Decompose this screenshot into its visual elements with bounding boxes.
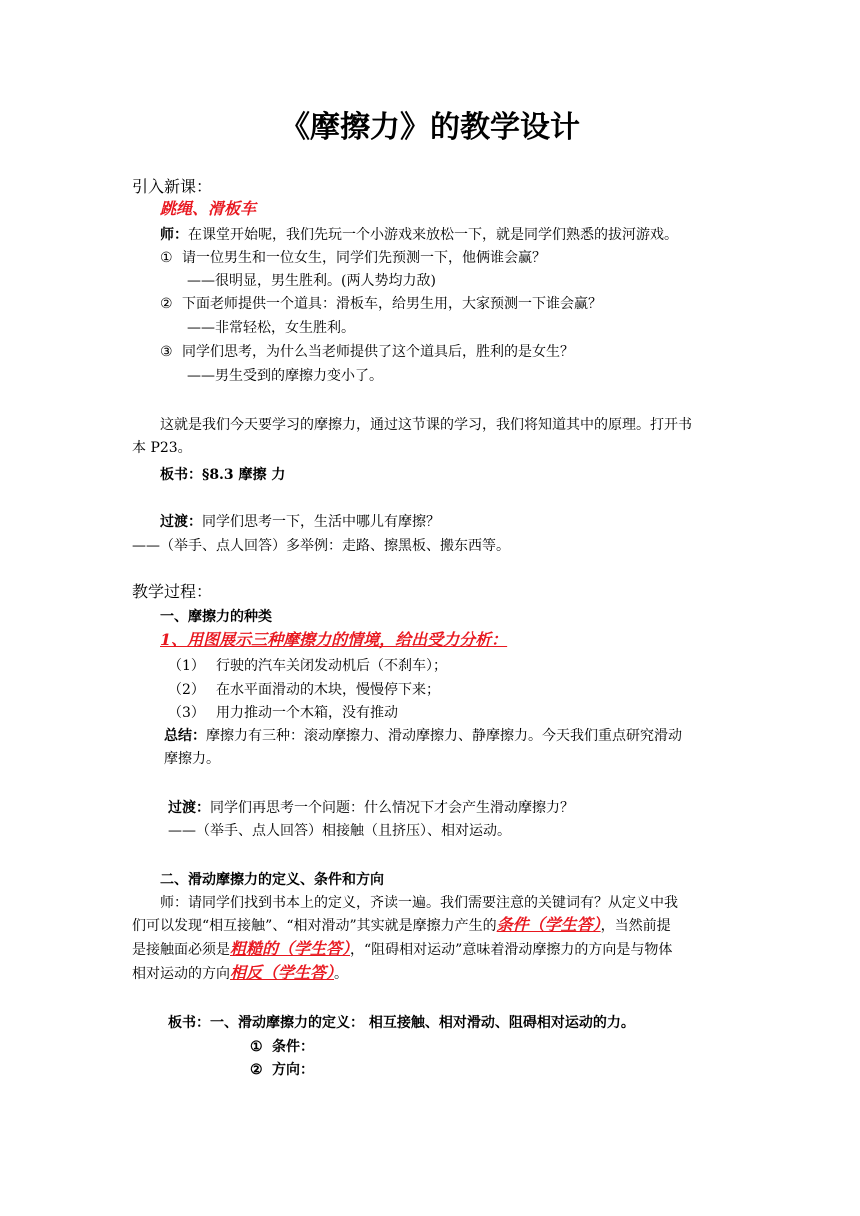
item-question: 请一位男生和一位女生，同学们先预测一下，他俩谁会赢？ xyxy=(182,250,546,266)
text-segment: 相对运动的方向 xyxy=(132,966,230,982)
item-number: ② xyxy=(250,1062,263,1078)
board-note: 板书：§8.3 摩擦 力 xyxy=(160,467,286,483)
part1-title: 一、摩擦力的种类 xyxy=(160,609,272,625)
intro-paragraph-line2: 本 P23。 xyxy=(132,440,192,456)
part2-para-line3 xyxy=(132,939,672,960)
transition2-text: 同学们再思考一个问题：什么情况下才会产生滑动摩擦力？ xyxy=(210,800,574,816)
answer-rough: 粗糙的（学生答） xyxy=(230,939,351,958)
item-question: 同学们思考，为什么当老师提供了这个道具后，胜利的是女生？ xyxy=(182,344,574,360)
case-2 xyxy=(168,680,440,700)
intro-item-3 xyxy=(160,342,574,362)
item-number: ③ xyxy=(160,344,173,360)
board2-item-2 xyxy=(250,1060,314,1080)
board2-note: 板书：一、滑动摩擦力的定义： 相互接触、相对滑动、阻碍相对运动的力。 xyxy=(168,1015,635,1031)
item-question: 下面老师提供一个道具：滑板车，给男生用，大家预测一下谁会赢？ xyxy=(182,296,602,312)
item-number: ① xyxy=(160,250,173,266)
answer-opposite: 相反（学生答） xyxy=(230,963,335,982)
intro-answer-3: ——男生受到的摩擦力变小了。 xyxy=(187,368,383,384)
text-segment: 是接触面必须是 xyxy=(132,942,230,958)
part2-para-line4 xyxy=(132,963,348,984)
summary-text: 摩擦力有三种：滚动摩擦力、滑动摩擦力、静摩擦力。今天我们重点研究滑动 xyxy=(206,728,682,744)
process-heading: 教学过程： xyxy=(132,582,213,601)
transition-answer: ——（举手、点人回答）多举例：走路、擦黑板、搬东西等。 xyxy=(132,538,510,554)
case-3 xyxy=(168,703,398,723)
item-number: ① xyxy=(250,1039,263,1055)
case-number: （2） xyxy=(168,682,205,698)
transition-line xyxy=(160,512,440,532)
game-title: 跳绳、滑板车 xyxy=(160,199,257,218)
page-title: 《摩擦力》的教学设计 xyxy=(280,110,580,145)
case-1 xyxy=(168,656,447,676)
case-text: 行驶的汽车关闭发动机后（不刹车）； xyxy=(216,658,447,674)
case-text: 用力推动一个木箱，没有推动 xyxy=(216,705,398,721)
item-text: 方向： xyxy=(272,1062,314,1078)
answer-conditions: 条件（学生答） xyxy=(496,915,601,934)
transition2-answer: ——（举手、点人回答）相接触（且挤压）、相对运动。 xyxy=(168,823,511,839)
part2-para-line2 xyxy=(132,915,671,936)
transition-text: 同学们思考一下，生活中哪儿有摩擦？ xyxy=(202,514,440,530)
transition2-line xyxy=(168,798,574,818)
case-text: 在水平面滑动的木块，慢慢停下来； xyxy=(216,682,440,698)
transition-label: 过渡： xyxy=(160,514,202,530)
summary-label: 总结： xyxy=(164,728,206,744)
part2-para-line1: 师：请同学们找到书本上的定义，齐读一遍。我们需要注意的关键词有？从定义中我 xyxy=(160,895,678,911)
teacher-line xyxy=(160,225,678,245)
summary-line1 xyxy=(164,726,682,746)
item-number: ② xyxy=(160,296,173,312)
text-segment: 。 xyxy=(334,966,349,982)
case-number: （3） xyxy=(168,705,205,721)
text-segment: ，“阻碍相对运动”意味着滑动摩擦力的方向是与物体 xyxy=(350,942,673,958)
transition2-label: 过渡： xyxy=(168,800,210,816)
text-segment: ，当然前提 xyxy=(600,918,671,934)
part1-red-heading: 1、用图展示三种摩擦力的情境，给出受力分析： xyxy=(160,630,508,649)
case-number: （1） xyxy=(168,658,205,674)
teacher-label: 师： xyxy=(160,227,188,243)
part2-title: 二、滑动摩擦力的定义、条件和方向 xyxy=(160,872,384,888)
intro-paragraph-line1: 这就是我们今天要学习的摩擦力，通过这节课的学习，我们将知道其中的原理。打开书 xyxy=(160,417,692,433)
summary-line2: 摩擦力。 xyxy=(164,751,220,767)
intro-answer-2: ——非常轻松，女生胜利。 xyxy=(187,320,355,336)
intro-item-1 xyxy=(160,248,546,268)
item-text: 条件： xyxy=(272,1039,314,1055)
intro-answer-1: ——很明显，男生胜利。(两人势均力敌) xyxy=(187,273,436,289)
text-segment: 们可以发现“相互接触”、“相对滑动”其实就是摩擦力产生的 xyxy=(132,918,497,934)
board2-item-1 xyxy=(250,1037,314,1057)
intro-heading: 引入新课： xyxy=(132,177,213,196)
teacher-text: 在课堂开始呢，我们先玩一个小游戏来放松一下，就是同学们熟悉的拔河游戏。 xyxy=(188,227,678,243)
intro-item-2 xyxy=(160,294,602,314)
